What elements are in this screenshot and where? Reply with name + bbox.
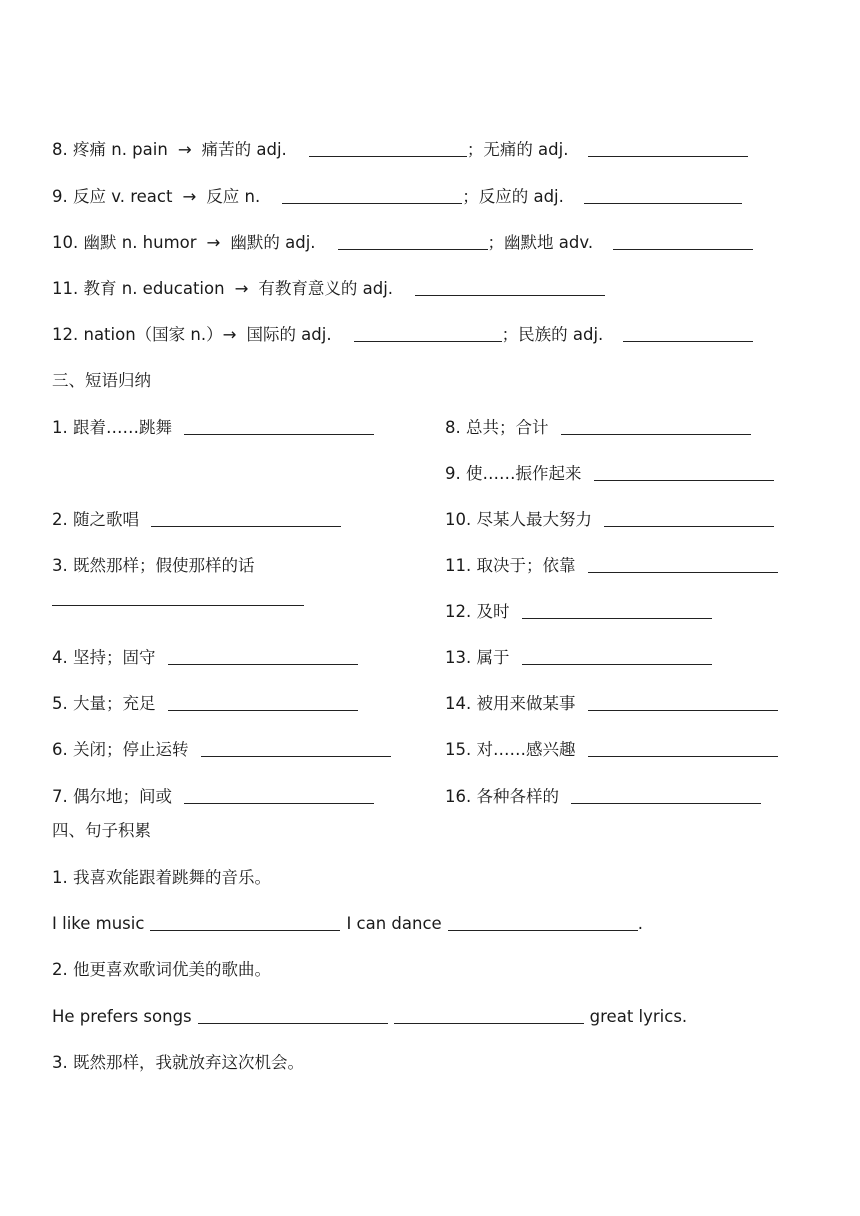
answer-blank[interactable] <box>588 709 778 711</box>
arrow: → <box>234 279 249 298</box>
phrase-item-1 <box>52 418 374 438</box>
phrase-label: 14. 被用来做某事 <box>445 694 576 713</box>
answer-blank[interactable] <box>588 155 748 157</box>
phrase-item-11 <box>445 556 778 576</box>
answer-blank[interactable] <box>448 929 638 931</box>
phrase-item-3 <box>52 556 255 576</box>
base-word: 8. 疼痛 n. pain <box>52 140 168 159</box>
sentence-3-chinese: 3. 既然那样，我就放弃这次机会。 <box>52 1053 304 1072</box>
answer-blank[interactable] <box>354 340 502 342</box>
sentence-text: He prefers songs <box>52 1007 192 1026</box>
phrase-item-12 <box>445 602 712 622</box>
answer-blank[interactable] <box>184 433 374 435</box>
phrase-item-5 <box>52 694 358 714</box>
phrase-item-13 <box>445 648 712 668</box>
sentence-2-english <box>52 1007 687 1027</box>
phrase-label: 15. 对……感兴趣 <box>445 740 576 759</box>
sentence-text: great lyrics. <box>589 1007 688 1026</box>
phrase-item-9 <box>445 464 774 484</box>
answer-blank[interactable] <box>309 155 467 157</box>
phrase-label: 4. 坚持；固守 <box>52 648 156 667</box>
answer-blank[interactable] <box>584 202 742 204</box>
phrase-item-8 <box>445 418 751 438</box>
answer-blank[interactable] <box>588 755 778 757</box>
answer-blank[interactable] <box>201 755 391 757</box>
answer-blank[interactable] <box>613 248 753 250</box>
derived-word-label: 幽默的 adj. <box>230 233 316 252</box>
phrase-item-2 <box>52 510 341 530</box>
answer-blank[interactable] <box>594 479 774 481</box>
base-word: 12. nation（国家 n.） <box>52 325 223 344</box>
derived-word-label: 反应 n. <box>206 187 261 206</box>
arrow: → <box>222 325 237 344</box>
arrow: → <box>177 140 192 159</box>
answer-blank[interactable] <box>571 802 761 804</box>
sentence-2-chinese: 2. 他更喜欢歌词优美的歌曲。 <box>52 960 271 979</box>
phrase-item-15 <box>445 740 778 760</box>
answer-blank[interactable] <box>282 202 462 204</box>
arrow: → <box>182 187 197 206</box>
answer-blank[interactable] <box>198 1022 388 1024</box>
phrase-label: 3. 既然那样；假使那样的话 <box>52 556 255 575</box>
section-heading: 三、短语归纳 <box>52 371 151 390</box>
base-word: 11. 教育 n. education <box>52 279 225 298</box>
answer-blank[interactable] <box>394 1022 584 1024</box>
phrase-item-10 <box>445 510 774 530</box>
separator: ； <box>501 325 519 344</box>
derived-word-label: 无痛的 adj. <box>483 140 569 159</box>
answer-blank[interactable] <box>168 709 358 711</box>
separator: ； <box>487 233 505 252</box>
phrase-item-6 <box>52 740 391 760</box>
sentence-text: I like music <box>52 914 145 933</box>
arrow: → <box>206 233 221 252</box>
separator: ； <box>462 187 479 206</box>
phrase-item-3-blank <box>52 602 304 604</box>
answer-blank[interactable] <box>561 433 751 435</box>
phrase-label: 5. 大量；充足 <box>52 694 156 713</box>
answer-blank[interactable] <box>168 663 358 665</box>
phrase-item-7 <box>52 787 374 807</box>
base-word: 9. 反应 v. react <box>52 187 173 206</box>
phrase-label: 10. 尽某人最大努力 <box>445 510 592 529</box>
phrase-label: 1. 跟着……跳舞 <box>52 418 172 437</box>
word-form-row-11 <box>52 279 605 299</box>
derived-word-label: 有教育意义的 adj. <box>258 279 394 298</box>
phrase-item-4 <box>52 648 358 668</box>
separator: ； <box>466 140 484 159</box>
word-form-row-9 <box>52 187 742 207</box>
phrase-label: 13. 属于 <box>445 648 510 667</box>
phrase-label: 9. 使……振作起来 <box>445 464 582 483</box>
derived-word-label: 民族的 adj. <box>518 325 604 344</box>
derived-word-label: 反应的 adj. <box>478 187 564 206</box>
answer-blank[interactable] <box>522 663 712 665</box>
derived-word-label: 痛苦的 adj. <box>201 140 287 159</box>
base-word: 10. 幽默 n. humor <box>52 233 197 252</box>
answer-blank[interactable] <box>338 248 488 250</box>
word-form-row-12 <box>52 325 753 345</box>
answer-blank[interactable] <box>588 571 778 573</box>
sentence-period: . <box>637 914 643 933</box>
phrase-item-16 <box>445 787 761 807</box>
word-form-row-10 <box>52 233 753 253</box>
phrase-label: 7. 偶尔地；间或 <box>52 787 172 806</box>
phrase-label: 16. 各种各样的 <box>445 787 559 806</box>
derived-word-label: 国际的 adj. <box>246 325 332 344</box>
answer-blank[interactable] <box>150 929 340 931</box>
sentence-1-english <box>52 914 643 934</box>
word-form-row-8 <box>52 140 748 160</box>
answer-blank[interactable] <box>522 617 712 619</box>
answer-blank[interactable] <box>415 294 605 296</box>
phrase-item-14 <box>445 694 778 714</box>
phrase-label: 11. 取决于；依靠 <box>445 556 576 575</box>
answer-blank[interactable] <box>184 802 374 804</box>
derived-word-label: 幽默地 adv. <box>504 233 594 252</box>
phrase-label: 12. 及时 <box>445 602 510 621</box>
section-heading: 四、句子积累 <box>52 821 151 840</box>
sentence-1-chinese: 1. 我喜欢能跟着跳舞的音乐。 <box>52 868 271 887</box>
answer-blank[interactable] <box>52 604 304 606</box>
answer-blank[interactable] <box>604 525 774 527</box>
answer-blank[interactable] <box>623 340 753 342</box>
phrase-label: 2. 随之歌唱 <box>52 510 139 529</box>
sentence-text: I can dance <box>346 914 442 933</box>
answer-blank[interactable] <box>151 525 341 527</box>
phrase-label: 8. 总共；合计 <box>445 418 549 437</box>
phrase-label: 6. 关闭；停止运转 <box>52 740 189 759</box>
